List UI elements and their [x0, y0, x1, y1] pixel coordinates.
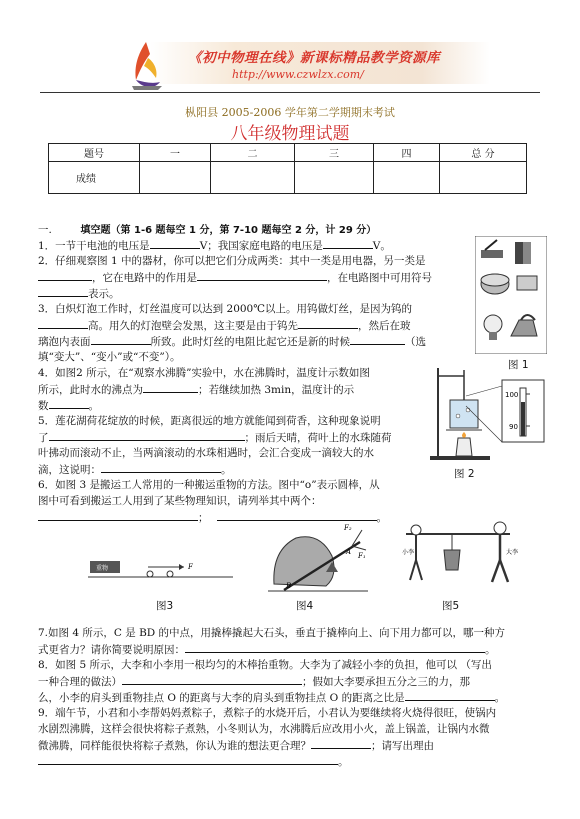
question-6-line-2: 图中可看到搬运工人用到了某些物理知识，请列举其中两个： — [38, 495, 322, 507]
q3-text: 璃泡内表面 — [38, 336, 91, 348]
q1-text: 1．一节干电池的电压是 — [38, 240, 150, 252]
fig3-box-label: 重物 — [96, 565, 109, 572]
answer-blank[interactable] — [49, 430, 245, 441]
score-header-cell: 三 — [295, 144, 374, 162]
score-entry-cell[interactable] — [440, 162, 527, 194]
question-5-line-3: 叶拂动而滚动不止，当两滴滚动的水珠相遇时，会汇合变成一滴较大的水 — [38, 447, 374, 459]
banner-title: 《初中物理在线》新课标精品教学资源库 — [188, 50, 440, 66]
answer-blank[interactable] — [38, 286, 88, 297]
question-7-line-2 — [38, 642, 496, 657]
answer-blank[interactable] — [311, 738, 371, 749]
answer-blank[interactable] — [185, 642, 485, 653]
fig4-f2-label: F₂ — [344, 524, 352, 532]
fig5-small-label: 小李 — [402, 549, 415, 556]
q3-text: ，然后在玻 — [358, 320, 411, 332]
question-9-line-2: 水剧烈沸腾，这样会很快将粽子煮熟，小冬则认为，水沸腾后应改用小火，盖上锅盖，让锅内水微 — [38, 723, 490, 735]
q8-text: ；假如大李要承担五分之三的力，那 — [302, 676, 470, 688]
question-5-line-1: 5．莲花湖荷花绽放的时候，距离很远的地方就能闻到荷香，这种现象说明 — [38, 415, 381, 427]
q9-text: 微沸腾，同样能很快将粽子煮熟，你认为谁的想法更合理？ — [38, 740, 311, 752]
question-5-line-2 — [38, 430, 392, 445]
question-5-line-4 — [38, 462, 232, 477]
q8-text: 。 — [494, 692, 506, 704]
question-3-line-4: 填“变大”、“变小”或“不变”）。 — [38, 351, 181, 363]
question-2-line-3 — [38, 286, 120, 301]
answer-blank[interactable] — [143, 382, 198, 393]
answer-blank[interactable] — [38, 318, 88, 329]
q3-text: 所致。此时灯丝的电阻比起它还是新的时候 — [150, 336, 350, 348]
figure-3-rollers — [88, 555, 233, 585]
fig5-big-label: 大李 — [506, 549, 518, 556]
answer-blank[interactable] — [49, 398, 89, 409]
score-header-cell: 二 — [211, 144, 295, 162]
score-entry-cell[interactable] — [374, 162, 440, 194]
answer-blank[interactable] — [405, 690, 495, 701]
question-9-line-3 — [38, 738, 434, 753]
figure-3-caption: 图3 — [156, 600, 174, 612]
question-4-line-3 — [38, 398, 99, 413]
answer-blank[interactable] — [101, 462, 221, 473]
question-1 — [38, 238, 391, 253]
q9-text: ；请写出理由 — [371, 740, 434, 752]
question-9-line-1: 9．端午节，小君和小李帮妈妈煮粽子，煮粽子的水烧开后，小君认为要继续将火烧得很旺，使锅内 — [38, 707, 497, 719]
question-4-line-1: 4．如图2 所示，在“观察水沸腾”实验中，水在沸腾时，温度计示数如图 — [38, 367, 370, 379]
thermometer-label-bottom: 90 — [509, 423, 518, 431]
answer-blank[interactable] — [197, 270, 327, 281]
q3-text: 高。用久的灯泡壁会发黑，这主要是由于钨先 — [88, 320, 298, 332]
fig4-f1-label: F₁ — [358, 552, 366, 560]
score-entry-cell[interactable] — [211, 162, 295, 194]
question-8-line-3 — [38, 690, 505, 705]
q6-text: ； — [198, 512, 209, 524]
question-8-line-1: 8．如图 5 所示，大李和小李用一根均匀的木棒抬重物。大李为了减轻小李的负担，他可以 （写出 — [38, 659, 492, 671]
figure-2-caption: 图 2 — [454, 468, 475, 480]
q9-text: 。 — [338, 756, 349, 768]
q2-text: ，在电路图中可用符号 — [327, 272, 432, 284]
q1-text: V。 — [372, 240, 391, 252]
q8-text: 一种合理的做法） — [38, 676, 122, 688]
section-heading — [38, 223, 376, 238]
answer-blank[interactable] — [91, 334, 151, 345]
question-3-line-3 — [38, 334, 426, 349]
q4-text: ；若继续加热 3min，温度计的示 — [198, 384, 355, 396]
q7-text: 。 — [485, 644, 496, 656]
q3-text: （选 — [405, 336, 426, 348]
fig4-b-label: B — [286, 582, 292, 590]
figure-1-caption: 图 1 — [508, 359, 529, 371]
q8-text: 么，小李的肩头到重物挂点 O 的距离与大李的肩头到重物挂点 O 的距离之比是 — [38, 692, 405, 704]
fig3-force-label: F — [188, 563, 193, 571]
q4-text: 数 — [38, 400, 49, 412]
figure-5-carrying-pole — [400, 520, 518, 586]
score-header-cell: 总 分 — [440, 144, 527, 162]
answer-blank[interactable] — [38, 754, 338, 765]
score-header-cell: 一 — [140, 144, 211, 162]
banner-url: http://www.czwlzx.com/ — [232, 68, 364, 81]
q2-text: 表示。 — [88, 288, 120, 300]
answer-blank[interactable] — [298, 318, 358, 329]
answer-blank[interactable] — [122, 674, 302, 685]
question-2-line-1: 2．仔细观察图 1 中的器材，你可以把它们分成两类：其中一类是用电器，另一类是 — [38, 255, 426, 267]
score-row-label: 成绩 — [49, 162, 140, 194]
score-entry-cell[interactable] — [140, 162, 211, 194]
q4-text: 所示，此时水的沸点为 — [38, 384, 143, 396]
score-header-cell: 四 — [374, 144, 440, 162]
q7-text: 式更省力？请你简要说明原因： — [38, 644, 185, 656]
q2-text: ，它在电路中的作用是 — [92, 272, 197, 284]
question-8-line-2 — [38, 674, 470, 689]
question-2-line-2 — [38, 270, 432, 285]
q5-text: 了 — [38, 432, 49, 444]
answer-blank[interactable] — [323, 238, 373, 249]
question-3-line-1: 3．白炽灯泡工作时，灯丝温度可以达到 2000℃以上。用钨做灯丝，是因为钨的 — [38, 303, 412, 315]
answer-blank[interactable] — [150, 238, 200, 249]
figure-1-apparatus — [475, 236, 547, 354]
question-9-line-4 — [38, 754, 349, 769]
question-6-line-1: 6．如图 3 是搬运工人常用的一种搬运重物的方法。图中“o”表示圆棒，从 — [38, 479, 380, 491]
q5-text: ；雨后天晴，荷叶上的水珠随荷 — [244, 432, 392, 444]
q1-text: V；我国家庭电路的电压是 — [199, 240, 323, 252]
score-table — [48, 143, 527, 194]
answer-blank[interactable] — [38, 510, 198, 521]
score-entry-cell[interactable] — [295, 162, 374, 194]
q5-text: 滴，这说明： — [38, 464, 101, 476]
q4-text: 。 — [88, 400, 99, 412]
site-logo-icon — [128, 40, 164, 92]
header-divider — [40, 92, 540, 93]
figure-4-caption: 图4 — [296, 600, 314, 612]
fig4-a-label: A — [346, 548, 352, 556]
figure-4-lever-rock — [268, 520, 368, 596]
answer-blank[interactable] — [350, 334, 405, 345]
question-3-line-2 — [38, 318, 411, 333]
figure-2-boiling-setup — [430, 366, 548, 462]
figure-5-caption: 图5 — [442, 600, 460, 612]
section-title: 填空题（第 1-6 题每空 1 分，第 7-10 题每空 2 分，计 29 分） — [80, 225, 377, 236]
question-4-line-2 — [38, 382, 354, 397]
question-7-line-1: 7.如图 4 所示，C 是 BD 的中点，用撬棒撬起大石头，垂直于撬棒向上、向下用力都可以，哪一种方 — [38, 627, 506, 639]
score-header-cell: 题号 — [49, 144, 140, 162]
q5-text: 。 — [221, 464, 232, 476]
thermometer-label-top: 100 — [505, 391, 519, 399]
section-number: 一. — [38, 224, 52, 236]
answer-blank[interactable] — [38, 270, 92, 281]
q6-text: 。 — [376, 512, 387, 524]
paper-title: 八年级物理试题 — [230, 124, 350, 144]
exam-title: 枞阳县 2005-2006 学年第二学期期末考试 — [185, 106, 395, 119]
